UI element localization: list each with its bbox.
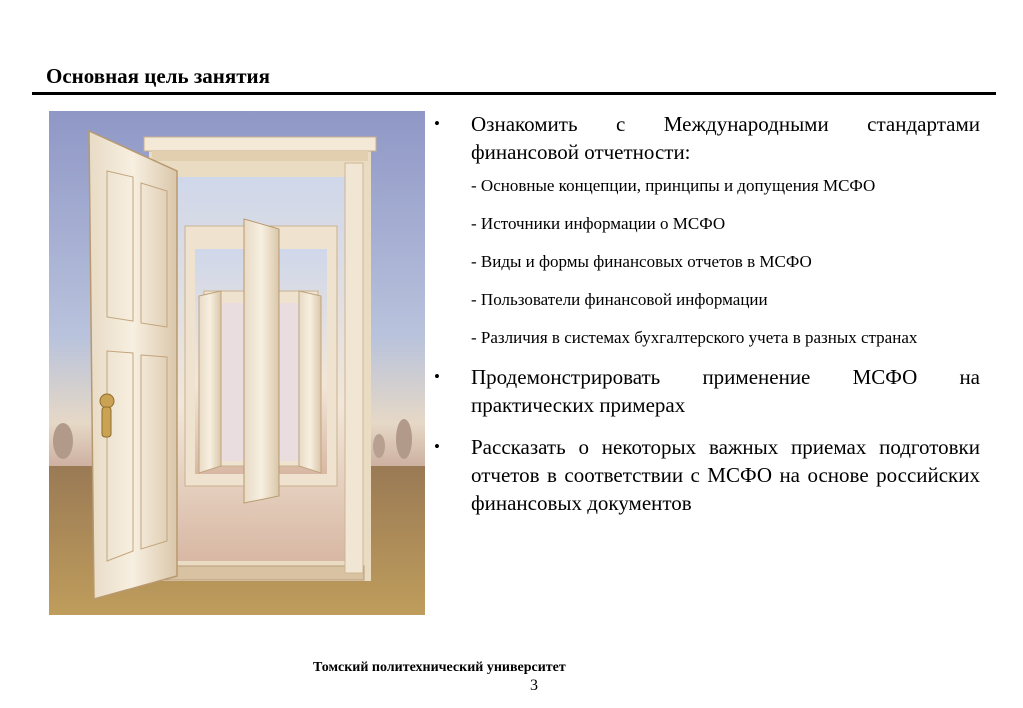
goal-item bbox=[434, 110, 980, 349]
goals-list bbox=[434, 110, 980, 517]
goal-text: Рассказать о некоторых важных приемах подготовки отчетов в соответствии с МСФО на основе российских финансовых документов bbox=[471, 435, 980, 515]
subitem bbox=[471, 212, 980, 235]
goal-sublist bbox=[471, 174, 980, 349]
goal-item bbox=[434, 433, 980, 517]
subitem-text: - Пользователи финансовой информации bbox=[471, 290, 768, 309]
subitem-text: - Источники информации о МСФО bbox=[471, 214, 726, 233]
subitem-text: - Основные концепции, принципы и допущения МСФО bbox=[471, 176, 876, 195]
bullet-marker: • bbox=[434, 367, 440, 386]
slide-title: Основная цель занятия bbox=[46, 64, 271, 88]
title-divider bbox=[32, 92, 996, 95]
subitem bbox=[471, 250, 980, 273]
goal-item bbox=[434, 363, 980, 419]
subitem-text: - Виды и формы финансовых отчетов в МСФО bbox=[471, 252, 812, 271]
subitem bbox=[471, 174, 980, 197]
bullet-marker: • bbox=[434, 114, 440, 133]
open-doors-illustration bbox=[49, 111, 425, 615]
goal-text: Продемонстрировать применение МСФО на практических примерах bbox=[471, 365, 980, 417]
subitem bbox=[471, 326, 980, 349]
goal-text: Ознакомить с Международными стандартами финансовой отчетности: bbox=[471, 112, 980, 164]
subitem bbox=[471, 288, 980, 311]
page-number: 3 bbox=[530, 677, 538, 694]
subitem-text: - Различия в системах бухгалтерского учета в разных странах bbox=[471, 328, 918, 347]
footer-university: Томский политехнический университет bbox=[313, 660, 566, 675]
bullet-marker: • bbox=[434, 437, 440, 456]
